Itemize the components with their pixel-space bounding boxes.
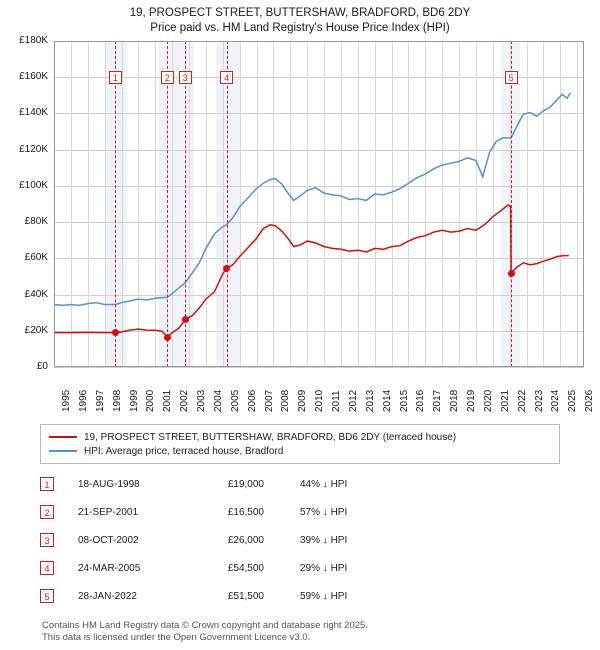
x-tick-label: 2008: [280, 389, 292, 412]
x-tick-label: 2016: [415, 389, 427, 412]
legend-swatch-property: [49, 436, 77, 438]
x-tick-label: 2004: [212, 389, 224, 412]
x-tick-label: 2012: [347, 389, 359, 412]
y-tick-label: £20K: [24, 324, 48, 336]
row-hpi-delta: 44% ↓ HPI: [300, 478, 348, 490]
x-tick-label: 2017: [432, 389, 444, 412]
x-tick-label: 2025: [567, 389, 579, 412]
row-price: £26,000: [227, 534, 264, 546]
x-tick-label: 1999: [128, 389, 140, 412]
sale-marker-label: 1: [109, 71, 122, 84]
x-tick-label: 2006: [246, 389, 258, 412]
x-tick-label: 2000: [145, 389, 157, 412]
x-tick-label: 2019: [466, 389, 478, 412]
x-tick-label: 1995: [61, 389, 72, 412]
legend-item-hpi: [49, 444, 551, 458]
y-tick-label: £80K: [24, 216, 48, 228]
x-tick-label: 2020: [482, 389, 494, 412]
sale-point: [112, 329, 119, 336]
x-tick-label: 2003: [196, 389, 208, 412]
sale-marker-label: 3: [179, 71, 192, 84]
x-tick-label: 2014: [381, 389, 393, 412]
row-price: £16,500: [227, 506, 264, 518]
y-tick-label: £140K: [19, 107, 48, 119]
x-tick-label: 1997: [94, 389, 106, 412]
x-tick-label: 2023: [533, 389, 545, 412]
footer-attribution: [42, 620, 582, 644]
row-date: 08-OCT-2002: [78, 534, 139, 546]
row-hpi-delta: 29% ↓ HPI: [300, 562, 348, 574]
sale-point: [182, 316, 189, 323]
y-tick-label: £60K: [24, 252, 48, 264]
x-tick-label: 2015: [398, 389, 410, 412]
table-row: [40, 582, 560, 610]
sale-marker-label: 4: [220, 71, 233, 84]
x-tick-label: 2001: [162, 389, 174, 412]
sale-point: [508, 270, 515, 277]
x-tick-label: 2002: [179, 389, 191, 412]
sale-point: [223, 265, 230, 272]
x-tick-label: 2010: [314, 389, 326, 412]
footer-line-1: Contains HM Land Registry data © Crown copyright and database right 2025.: [42, 620, 368, 631]
row-price: £51,500: [227, 590, 264, 602]
row-hpi-delta: 59% ↓ HPI: [300, 590, 348, 602]
footer-line-2: This data is licensed under the Open Government Licence v3.0.: [42, 632, 311, 643]
table-row: [40, 470, 560, 498]
title-line-1: 19, PROSPECT STREET, BUTTERSHAW, BRADFORD, BD6 2DY: [129, 7, 471, 19]
row-index-badge: 1: [40, 477, 54, 491]
x-tick-label: 2011: [331, 390, 343, 412]
legend-item-property: [49, 430, 551, 444]
x-tick-label: 1996: [77, 389, 89, 412]
row-index-badge: 3: [40, 533, 54, 547]
x-tick-label: 2009: [297, 389, 309, 412]
row-date: 24-MAR-2005: [78, 562, 141, 574]
legend-swatch-hpi: [49, 450, 77, 452]
row-date: 28-JAN-2022: [78, 590, 137, 602]
plot-region: [54, 41, 584, 367]
page-title: [0, 0, 600, 36]
title-line-2: Price paid vs. HM Land Registry's House Price Index (HPI): [150, 22, 450, 34]
row-index-badge: 2: [40, 505, 54, 519]
sales-table: [40, 470, 560, 610]
row-hpi-delta: 57% ↓ HPI: [300, 506, 348, 518]
row-price: £54,500: [227, 562, 264, 574]
sale-marker-label: 2: [161, 71, 174, 84]
chart-legend: [40, 424, 560, 464]
sale-marker-line: [227, 41, 228, 367]
table-row: [40, 498, 560, 526]
table-row: [40, 554, 560, 582]
y-tick-label: £100K: [19, 179, 48, 191]
legend-label-hpi: HPI: Average price, terraced house, Bradford: [84, 445, 284, 457]
table-row: [40, 526, 560, 554]
x-axis-labels: [54, 370, 596, 416]
y-tick-label: £180K: [19, 35, 48, 46]
x-tick-label: 2005: [229, 389, 241, 412]
row-hpi-delta: 39% ↓ HPI: [300, 534, 348, 546]
x-tick-label: 2021: [499, 389, 511, 412]
sale-marker-label: 5: [505, 71, 518, 84]
x-tick-label: 2007: [263, 389, 275, 412]
y-tick-label: £120K: [19, 143, 48, 155]
x-tick-label: 1998: [111, 389, 123, 412]
x-tick-label: 2022: [516, 389, 528, 412]
x-tick-label: 2018: [449, 389, 461, 412]
sale-marker-line: [115, 41, 116, 367]
x-tick-label: 2024: [550, 389, 562, 412]
row-index-badge: 4: [40, 561, 54, 575]
sale-marker-line: [511, 41, 512, 367]
y-tick-label: £0: [36, 361, 48, 372]
row-index-badge: 5: [40, 589, 54, 603]
row-date: 21-SEP-2001: [78, 506, 139, 518]
y-tick-label: £40K: [24, 288, 48, 300]
sale-point: [164, 334, 171, 341]
legend-label-property: 19, PROSPECT STREET, BUTTERSHAW, BRADFORD, BD6 2DY (terraced house): [84, 431, 457, 443]
chart-area: [0, 35, 600, 412]
row-price: £19,000: [227, 478, 264, 490]
sale-markers: [54, 41, 584, 367]
x-tick-label: 2013: [364, 389, 376, 412]
gridline-horizontal: [54, 367, 584, 368]
row-date: 18-AUG-1998: [78, 478, 140, 490]
y-tick-label: £160K: [19, 71, 48, 83]
x-tick-label: 2026: [584, 389, 596, 412]
sale-marker-line: [167, 41, 168, 367]
